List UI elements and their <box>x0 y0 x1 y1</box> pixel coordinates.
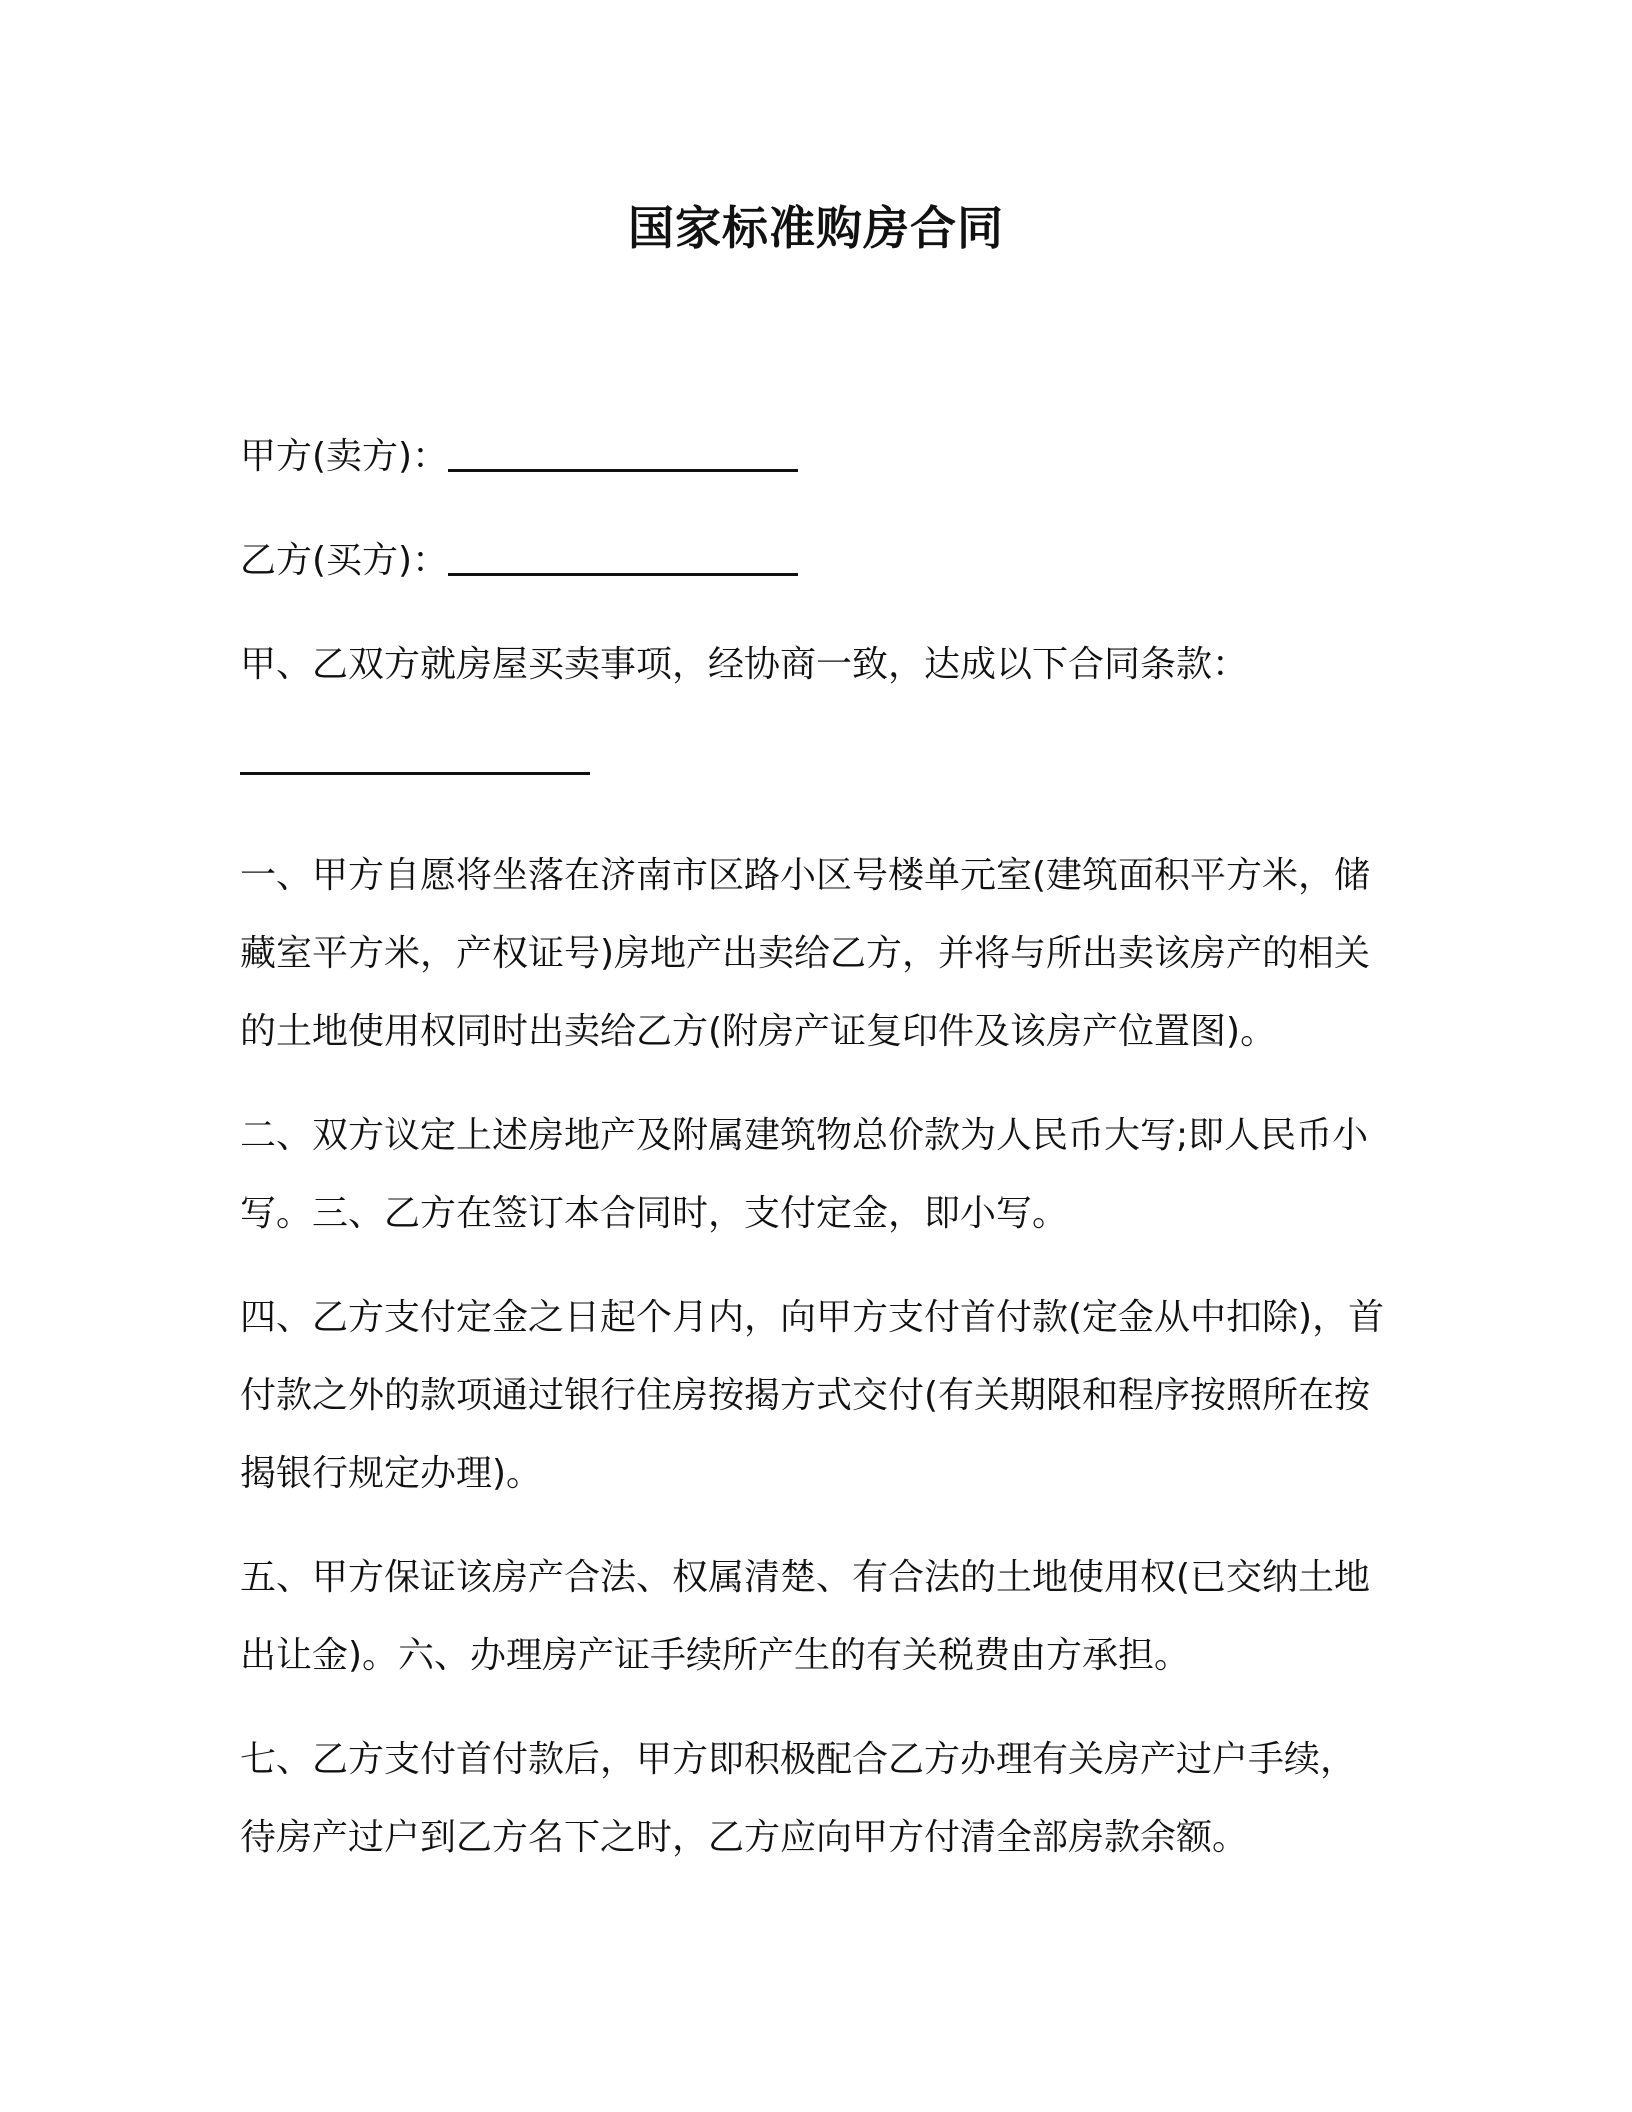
party-b-line <box>240 522 1390 600</box>
party-b-blank <box>448 529 798 576</box>
clause-1: 一、甲方自愿将坐落在济南市区路小区号楼单元室(建筑面积平方米，储藏室平方米，产权证号)房地产出卖给乙方，并将与所出卖该房产的相关的土地使用权同时出卖给乙方(附房产证复印件及该房产位置图)。 <box>240 855 1371 1052</box>
blank-rule <box>240 730 590 775</box>
clause-5: 五、甲方保证该房产合法、权属清楚、有合法的土地使用权(已交纳土地出让金)。六、办理房产证手续所产生的有关税费由方承担。 <box>240 1557 1371 1676</box>
clause-2: 二、双方议定上述房地产及附属建筑物总价款为人民币大写;即人民币小写。三、乙方在签订本合同时，支付定金，即小写。 <box>240 1115 1369 1234</box>
clause-4: 四、乙方支付定金之日起个月内，向甲方支付首付款(定金从中扣除)，首付款之外的款项通过银行住房按揭方式交付(有关期限和程序按照所在按揭银行规定办理)。 <box>240 1297 1385 1494</box>
party-a-label: 甲方(卖方)： <box>240 436 449 477</box>
party-a-line <box>240 418 1390 496</box>
document-title: 国家标准购房合同 <box>628 201 1004 255</box>
intro-text: 甲、乙双方就房屋买卖事项，经协商一致，达成以下合同条款： <box>240 644 1249 685</box>
clause-7: 七、乙方支付首付款后，甲方即积极配合乙方办理有关房产过户手续，待房产过户到乙方名下之时，乙方应向甲方付清全部房款余额。 <box>240 1739 1357 1858</box>
document-body <box>240 418 1390 1903</box>
party-a-blank <box>448 425 798 472</box>
party-b-label: 乙方(买方)： <box>240 540 449 581</box>
